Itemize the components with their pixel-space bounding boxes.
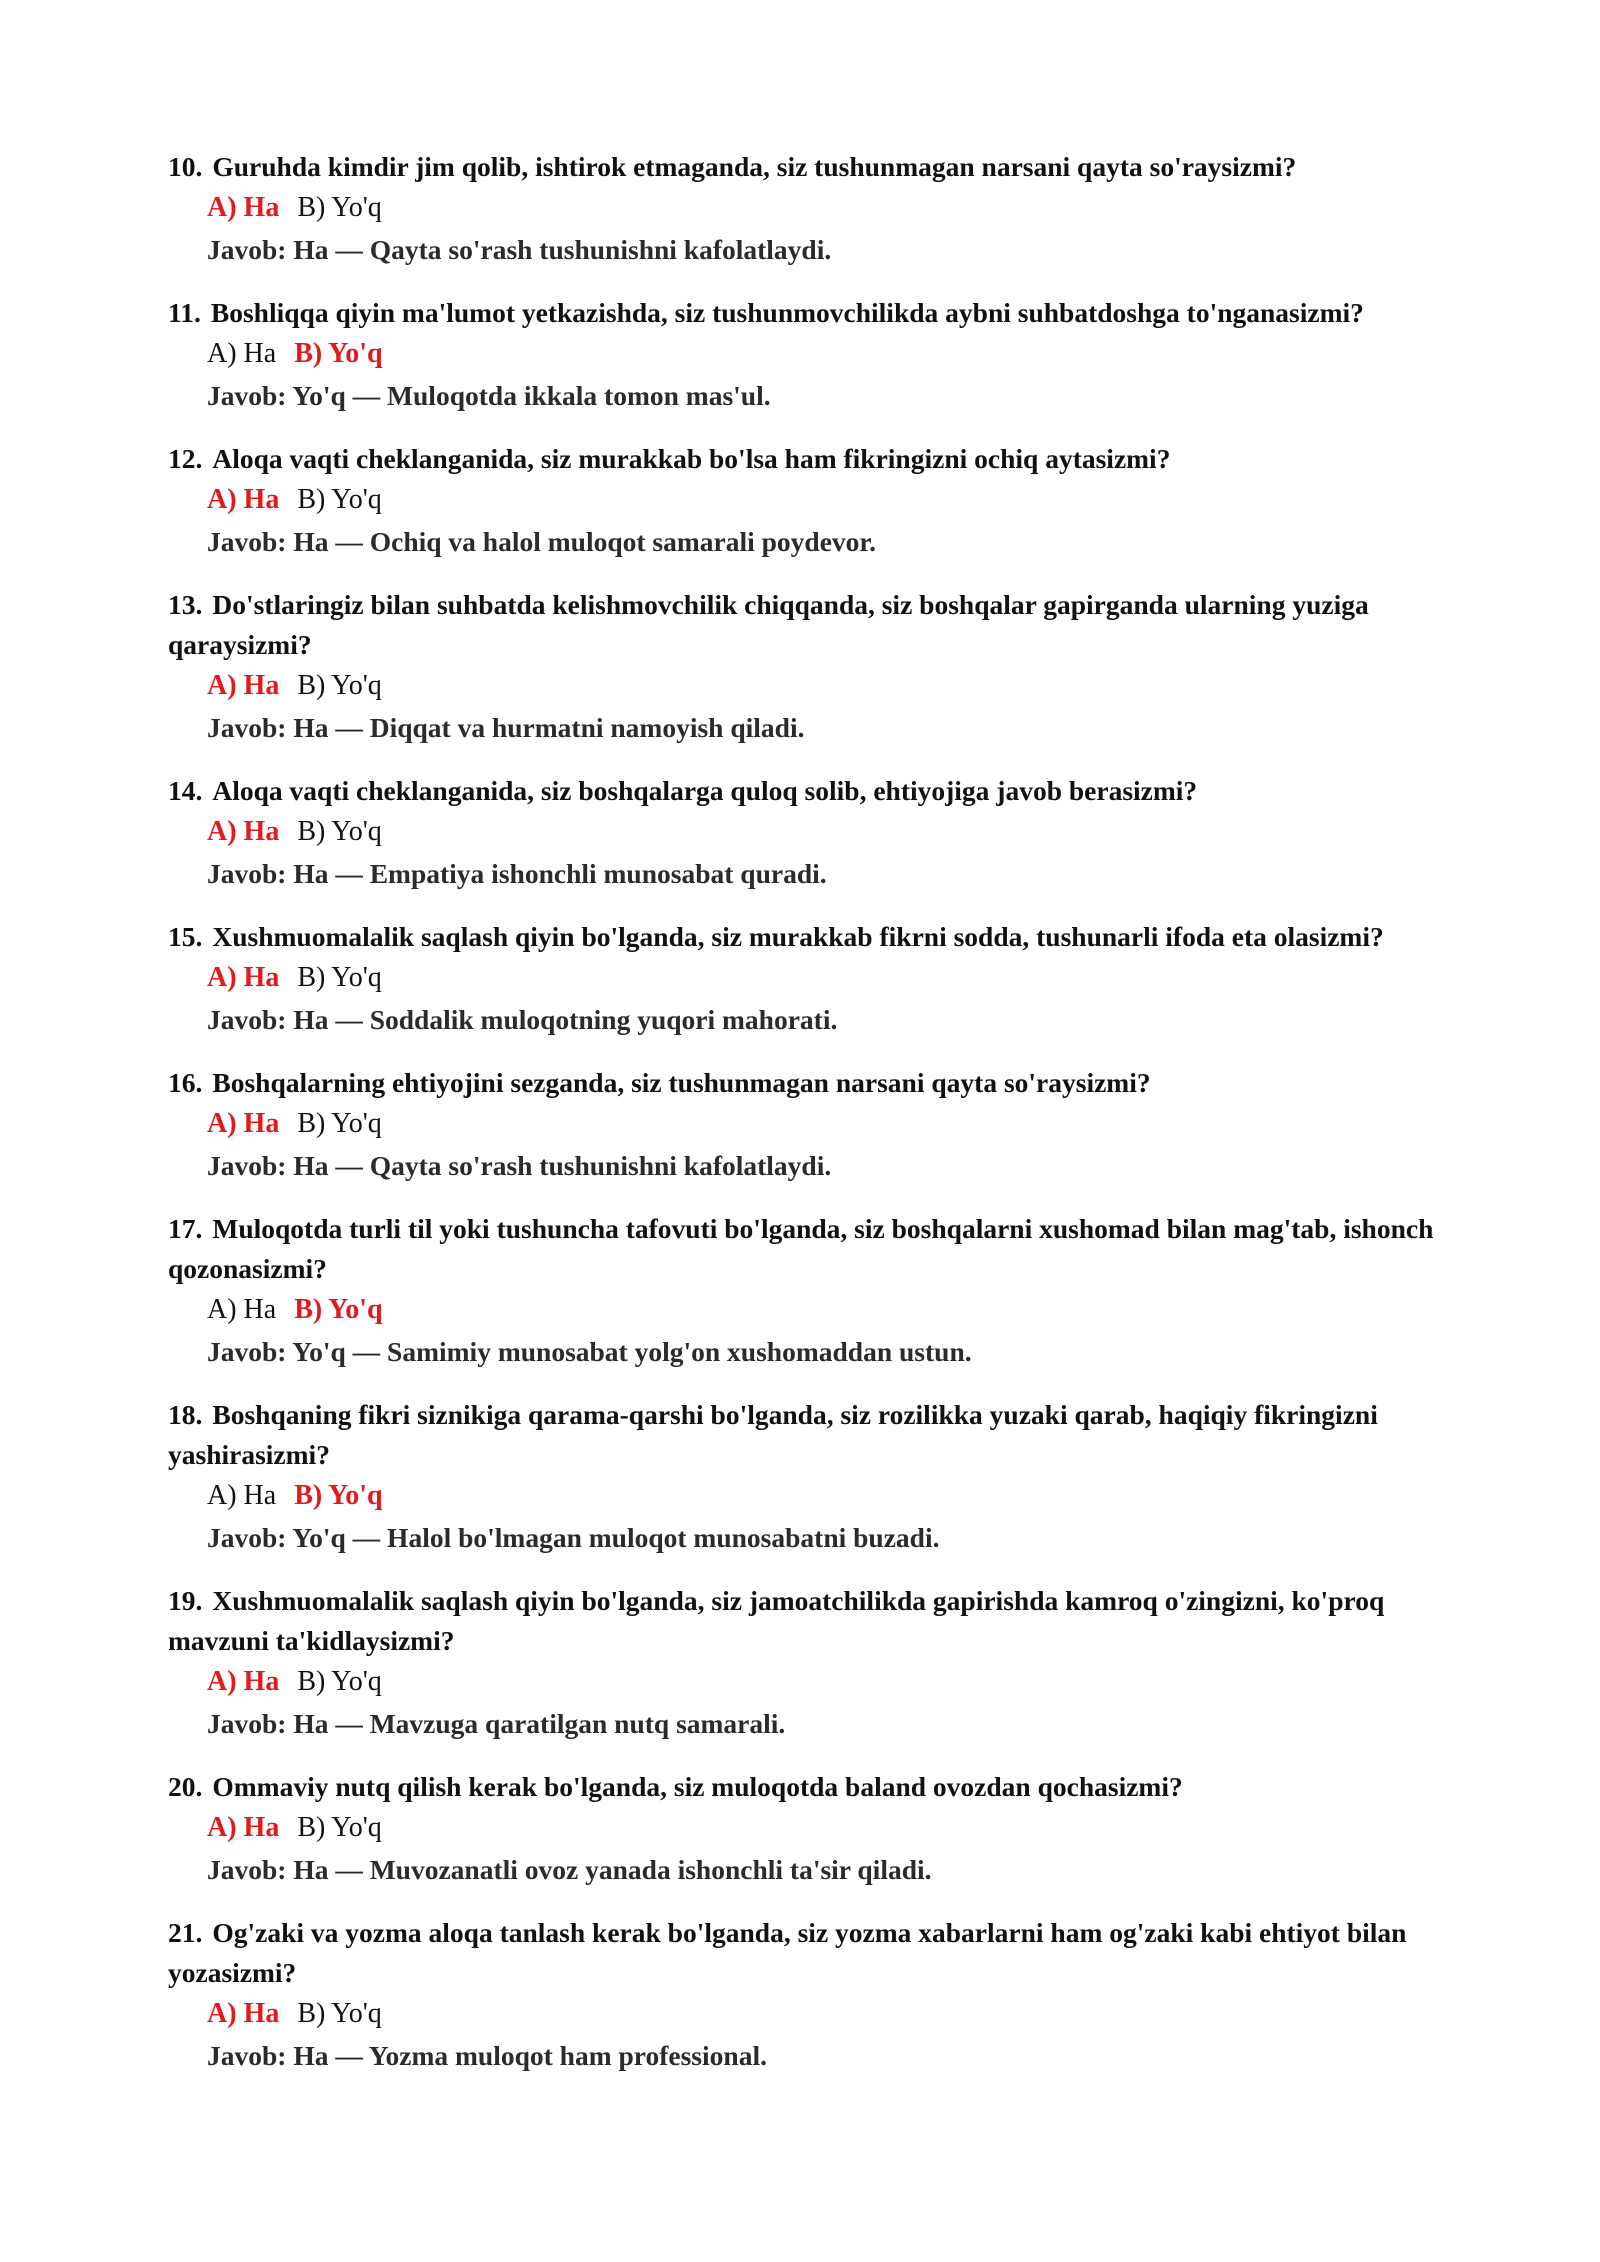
question-block [168,1209,1458,1373]
option-a: A) Ha [207,1998,280,2029]
question-title [168,917,1458,957]
question-block [168,1913,1458,2077]
answer-options [207,957,1458,999]
option-b: B) Yo'q [297,962,382,993]
question-text: Xushmuomalalik saqlash qiyin bo'lganda, siz jamoatchilikda gapirishda kamroq o'zingizni, ko'proq mavzuni ta'kidlaysizmi? [168,1585,1385,1656]
question-text: Guruhda kimdir jim qolib, ishtirok etmaganda, siz tushunmagan narsani qayta so'raysizmi? [212,151,1297,182]
answer-explanation: Javob: Ha — Soddalik muloqotning yuqori mahorati. [207,1004,838,1035]
answer-explanation: Javob: Yo'q — Muloqotda ikkala tomon mas'ul. [207,380,771,411]
question-block [168,771,1458,895]
option-b: B) Yo'q [297,1666,382,1697]
question-title [168,1395,1458,1475]
question-text: Og'zaki va yozma aloqa tanlash kerak bo'lganda, siz yozma xabarlarni ham og'zaki kabi ehtiyot bilan yozasizmi? [168,1917,1407,1988]
question-text: Aloqa vaqti cheklanganida, siz boshqalarga quloq solib, ehtiyojiga javob berasizmi? [212,775,1198,806]
question-block [168,1767,1458,1891]
answer-options [207,1993,1458,2035]
answer-options [207,479,1458,521]
answer-explanation: Javob: Ha — Yozma muloqot ham professional. [207,2040,767,2071]
question-block [168,147,1458,271]
question-number: 14. [168,775,203,806]
question-block [168,1395,1458,1559]
question-block [168,1581,1458,1745]
question-number: 10. [168,151,203,182]
answer-explanation: Javob: Ha — Empatiya ishonchli munosabat quradi. [207,858,827,889]
question-title [168,1913,1458,1993]
answer-options [207,665,1458,707]
option-a: A) Ha [207,192,280,223]
question-title [168,1767,1458,1807]
answer-explanation: Javob: Ha — Qayta so'rash tushunishni kafolatlaydi. [207,234,832,265]
question-title [168,771,1458,811]
question-title [168,1063,1458,1103]
option-b: B) Yo'q [294,1294,383,1325]
answer-options [207,1807,1458,1849]
answer-explanation: Javob: Ha — Mavzuga qaratilgan nutq samarali. [207,1708,786,1739]
question-text: Boshqaning fikri siznikiga qarama-qarshi bo'lganda, siz rozilikka yuzaki qarab, haqiqiy fikringizni yashirasizmi? [168,1399,1378,1470]
answer-options [207,1661,1458,1703]
answer-explanation: Javob: Yo'q — Samimiy munosabat yolg'on xushomaddan ustun. [207,1336,972,1367]
question-text: Xushmuomalalik saqlash qiyin bo'lganda, siz murakkab fikrni sodda, tushunarli ifoda eta olasizmi? [212,921,1384,952]
option-b: B) Yo'q [297,670,382,701]
answer-explanation: Javob: Ha — Diqqat va hurmatni namoyish qiladi. [207,712,805,743]
option-a: A) Ha [207,338,277,369]
question-block [168,293,1458,417]
question-number: 21. [168,1917,203,1948]
question-text: Muloqotda turli til yoki tushuncha tafovuti bo'lganda, siz boshqalarni xushomad bilan mag'tab, ishonch qozonasizmi? [168,1213,1434,1284]
question-block [168,1063,1458,1187]
answer-options [207,811,1458,853]
question-text: Boshqalarning ehtiyojini sezganda, siz tushunmagan narsani qayta so'raysizmi? [212,1067,1151,1098]
option-a: A) Ha [207,816,280,847]
question-title [168,585,1458,665]
question-title [168,1209,1458,1289]
answer-options [207,1475,1458,1517]
answer-explanation: Javob: Ha — Ochiq va halol muloqot samarali poydevor. [207,526,876,557]
question-title [168,147,1458,187]
question-number: 11. [168,297,201,328]
question-block [168,917,1458,1041]
answer-options [207,1103,1458,1145]
question-number: 12. [168,443,203,474]
option-a: A) Ha [207,1294,277,1325]
answer-options [207,333,1458,375]
question-title [168,439,1458,479]
option-b: B) Yo'q [297,192,382,223]
option-b: B) Yo'q [294,338,383,369]
answer-options [207,1289,1458,1331]
option-b: B) Yo'q [297,1998,382,2029]
question-block [168,439,1458,563]
document-page [168,147,1458,2099]
question-text: Aloqa vaqti cheklanganida, siz murakkab bo'lsa ham fikringizni ochiq aytasizmi? [212,443,1171,474]
question-number: 18. [168,1399,203,1430]
option-b: B) Yo'q [297,816,382,847]
option-b: B) Yo'q [297,484,382,515]
question-text: Ommaviy nutq qilish kerak bo'lganda, siz muloqotda baland ovozdan qochasizmi? [212,1771,1183,1802]
question-number: 15. [168,921,203,952]
option-b: B) Yo'q [297,1108,382,1139]
option-a: A) Ha [207,484,280,515]
option-a: A) Ha [207,1480,277,1511]
option-a: A) Ha [207,1812,280,1843]
answer-explanation: Javob: Yo'q — Halol bo'lmagan muloqot munosabatni buzadi. [207,1522,940,1553]
option-a: A) Ha [207,962,280,993]
question-number: 20. [168,1771,203,1802]
option-a: A) Ha [207,1108,280,1139]
option-a: A) Ha [207,1666,280,1697]
answer-explanation: Javob: Ha — Qayta so'rash tushunishni kafolatlaydi. [207,1150,832,1181]
option-b: B) Yo'q [297,1812,382,1843]
question-number: 13. [168,589,203,620]
question-title [168,1581,1458,1661]
option-a: A) Ha [207,670,280,701]
question-text: Boshliqqa qiyin ma'lumot yetkazishda, siz tushunmovchilikda aybni suhbatdoshga to'nganasizmi? [210,297,1364,328]
question-text: Do'stlaringiz bilan suhbatda kelishmovchilik chiqqanda, siz boshqalar gapirganda ularning yuziga qaraysizmi? [168,589,1369,660]
question-number: 19. [168,1585,203,1616]
question-title [168,293,1458,333]
question-number: 17. [168,1213,203,1244]
question-block [168,585,1458,749]
question-number: 16. [168,1067,203,1098]
answer-explanation: Javob: Ha — Muvozanatli ovoz yanada ishonchli ta'sir qiladi. [207,1854,932,1885]
answer-options [207,187,1458,229]
option-b: B) Yo'q [294,1480,383,1511]
